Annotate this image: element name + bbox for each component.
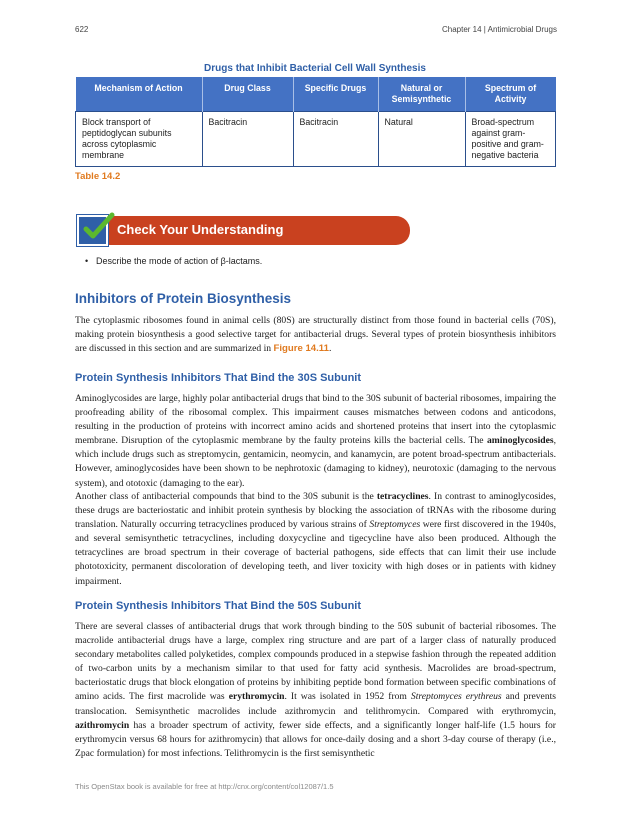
key-term: tetracyclines xyxy=(376,491,429,502)
text-run: Another class of antibacterial compounds that bind to the 30S subunit is the xyxy=(75,491,377,502)
table-header-cell: Mechanism of Action xyxy=(76,77,203,112)
checkbox-check-icon xyxy=(77,215,108,246)
text-run: There are several classes of antibacterial drugs that work through binding to the 50S subunit of bacterial ribosomes. The macrolide antibacterial drugs have a large, complex ring structure and are part of a larger class of naturally produced secondary metabolites called polyketides, complex compounds produced in a stepwise fashion through the repeated addition of two-carbon units by a mechanism similar to that used for fatty acid synthesis. Macrolides are broad-spectrum, bacteriostatic drugs that block elongation of proteins by inhibiting peptide bond formation between specific combinations of amino acids. The first macrolide was xyxy=(75,621,556,703)
footer-note: This OpenStax book is available for free at http://cnx.org/content/col12087/1.5 xyxy=(75,782,334,791)
figure-link[interactable]: Figure 14.11 xyxy=(273,343,329,355)
table-cell: Bacitracin xyxy=(293,112,378,167)
bullet-text: Describe the mode of action of β-lactams. xyxy=(96,256,263,266)
table-header-row xyxy=(76,77,556,112)
key-term: erythromycin xyxy=(228,691,285,703)
key-term: azithromycin xyxy=(75,719,130,731)
banner-title: Check Your Understanding xyxy=(117,222,284,237)
table-header-cell: Natural or Semisynthetic xyxy=(378,77,465,112)
text-run: The cytoplasmic ribosomes found in animal cells (80S) are structurally distinct from those found in bacterial cells (70S), making protein biosynthesis a good selective target for antibacterial drugs. Several types of protein biosynthesis inhibitors are discussed in this section and are summarized in xyxy=(75,315,556,355)
text-run: . It was isolated in 1952 from xyxy=(284,691,411,703)
section-heading: Inhibitors of Protein Biosynthesis xyxy=(75,291,292,306)
subsection-heading-50s: Protein Synthesis Inhibitors That Bind the 50S Subunit xyxy=(75,600,362,612)
check-understanding-banner xyxy=(77,215,410,246)
text-run: Aminoglycosides are large, highly polar antibacterial drugs that bind to the 30S subunit of bacterial ribosomes, impairing the proofreading ability of the ribosomal complex. This impairment causes mismatches between codons and anticodons, resulting in the production of proteins with incorrect amino acids and shortened proteins that insert into the cytoplasmic membrane. Disruption of the cytoplasmic membrane by the faulty proteins kills the bacterial cells. The xyxy=(75,393,556,447)
intro-paragraph xyxy=(75,314,556,356)
text-run: . xyxy=(328,343,332,355)
paragraph-tetracyclines xyxy=(75,490,556,589)
page-number: 622 xyxy=(75,25,89,34)
text-run: , which include drugs such as streptomycin, gentamicin, neomycin, and kanamycin, are potent broad-spectrum antibacterials. However, aminoglycosides have been shown to be nephrotoxic (damaging to kidney), neurotoxic (damaging to the nervous system), and ototoxic (damaging to the ear). xyxy=(75,435,556,489)
table-cell: Broad-spectrum against gram-positive and gram-negative bacteria xyxy=(465,112,556,167)
paragraph-aminoglycosides xyxy=(75,392,556,491)
table-header-cell: Drug Class xyxy=(202,77,293,112)
key-term: aminoglycosides xyxy=(486,435,554,447)
drug-table xyxy=(75,77,556,167)
species-name: Streptomyces erythreus xyxy=(410,691,502,703)
bullet-icon: • xyxy=(85,256,89,266)
table-header-cell: Specific Drugs xyxy=(293,77,378,112)
table-label: Table 14.2 xyxy=(75,171,121,182)
text-run: and prevents translocation. Semisynthetic macrolides include azithromycin and telithromycin. Compared with erythromycin, xyxy=(75,691,557,717)
text-run: . In contrast to aminoglycosides, these drugs are bacteriostatic and inhibit protein synthesis by blocking the association of tRNAs with the ribosome during translation. Naturally occurring tetracyclines produced by various strains of xyxy=(75,491,556,531)
paragraph-macrolides xyxy=(75,620,556,761)
text-run: were first discovered in the 1940s, and several semisynthetic tetracyclines, including doxycycline and tigecycline have also been produced. Although the tetracyclines are broad spectrum in their coverage of bacterial pathogens, side effects that can limit their use include phototoxicity, permanent discoloration of developing teeth, and liver toxicity with high doses or in patients with kidney impairment. xyxy=(75,519,556,587)
table-header-cell: Spectrum of Activity xyxy=(465,77,556,112)
text-run: has a broader spectrum of activity, fewer side effects, and a significantly longer half-life (1.5 hours for erythromycin versus 68 hours for azithromycin) that allows for once-daily dosing and a short 3-day course of therapy (i.e., Zpac formulation) for most infections. Telithromycin is the first semisynthetic xyxy=(75,719,556,759)
list-item xyxy=(85,256,263,266)
table-title: Drugs that Inhibit Bacterial Cell Wall Synthesis xyxy=(204,63,426,74)
table-cell: Block transport of peptidoglycan subunits across cytoplasmic membrane xyxy=(76,112,203,167)
table-cell: Bacitracin xyxy=(202,112,293,167)
species-name: Streptomyces xyxy=(369,519,421,531)
table-cell: Natural xyxy=(378,112,465,167)
chapter-title: Chapter 14 | Antimicrobial Drugs xyxy=(441,25,557,34)
table-row xyxy=(76,112,556,167)
subsection-heading-30s: Protein Synthesis Inhibitors That Bind the 30S Subunit xyxy=(75,372,362,384)
